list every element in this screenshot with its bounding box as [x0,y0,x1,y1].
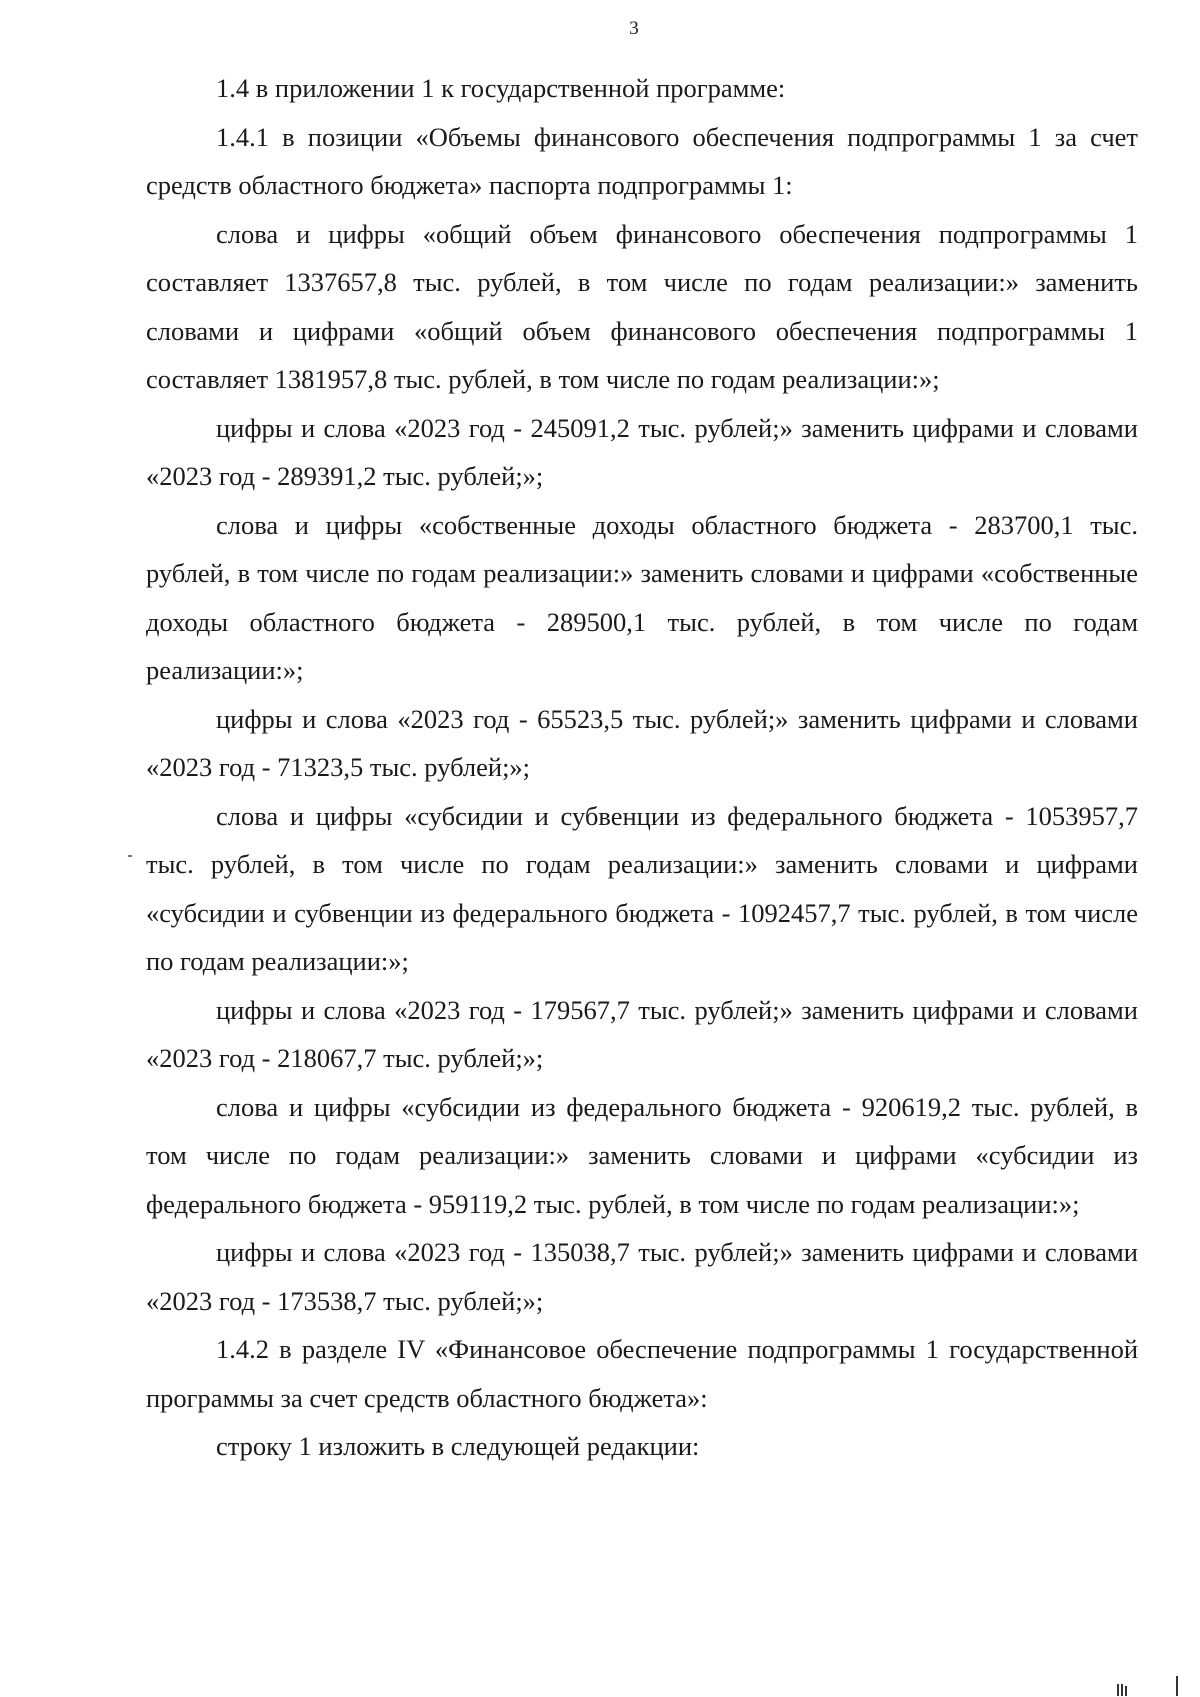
paragraph-1-4-2: 1.4.2 в разделе IV «Финансовое обеспечение подпрограммы 1 государственной программы за счет средств областного бюджета»: [146,1334,1138,1413]
scan-mark [1176,1676,1178,1696]
scan-mark [1121,1684,1123,1696]
paragraph-1-4-1: 1.4.1 в позиции «Объемы финансового обеспечения подпрограммы 1 за счет средств областного бюджета» паспорта подпрограммы 1: [146,121,1138,200]
paragraph-2023-subsidies: цифры и слова «2023 год - 135038,7 тыс. рублей;» заменить цифрами и словами «2023 год - 173538,7 тыс. рублей;»; [146,1237,1138,1316]
paragraph-1-4: 1.4 в приложении 1 к государственной программе: [216,73,786,103]
document-body [146,64,1138,1471]
paragraph-federal-subsidies-subventions: слова и цифры «субсидии и субвенции из федерального бюджета - 1053957,7 тыс. рублей, в том числе по годам реализации:» заменить словами и цифрами «субсидии и субвенции из федерального бюджета - 1092457,7 тыс. рублей, в том числе по годам реализации:»; [146,800,1138,976]
paragraph-2023-total: цифры и слова «2023 год - 245091,2 тыс. рублей;» заменить цифрами и словами «2023 год - 289391,2 тыс. рублей;»; [146,412,1138,491]
paragraph-row-1: строку 1 изложить в следующей редакции: [216,1431,700,1461]
scan-mark [1117,1684,1119,1696]
page-number: 3 [629,18,639,39]
scan-speck [128,855,132,857]
scan-mark [1125,1686,1127,1696]
paragraph-2023-subsidies-subventions: цифры и слова «2023 год - 179567,7 тыс. рублей;» заменить цифрами и словами «2023 год - 218067,7 тыс. рублей;»; [146,994,1138,1073]
paragraph-federal-subsidies: слова и цифры «субсидии из федерального бюджета - 920619,2 тыс. рублей, в том числе по годам реализации:» заменить словами и цифрами «субсидии из федерального бюджета - 959119,2 тыс. рублей, в том числе по годам реализации:»; [146,1091,1138,1219]
paragraph-own-revenue: слова и цифры «собственные доходы областного бюджета - 283700,1 тыс. рублей, в том числе по годам реализации:» заменить словами и цифрами «собственные доходы областного бюджета - 289500,1 тыс. рублей, в том числе по годам реализации:»; [146,509,1138,685]
paragraph-2023-own-revenue: цифры и слова «2023 год - 65523,5 тыс. рублей;» заменить цифрами и словами «2023 год - 71323,5 тыс. рублей;»; [146,703,1138,782]
paragraph-total-volume: слова и цифры «общий объем финансового обеспечения подпрограммы 1 составляет 1337657,8 тыс. рублей, в том числе по годам реализации:» заменить словами и цифрами «общий объем финансового обеспечения подпрограммы 1 составляет 1381957,8 тыс. рублей, в том числе по годам реализации:»; [146,218,1138,394]
